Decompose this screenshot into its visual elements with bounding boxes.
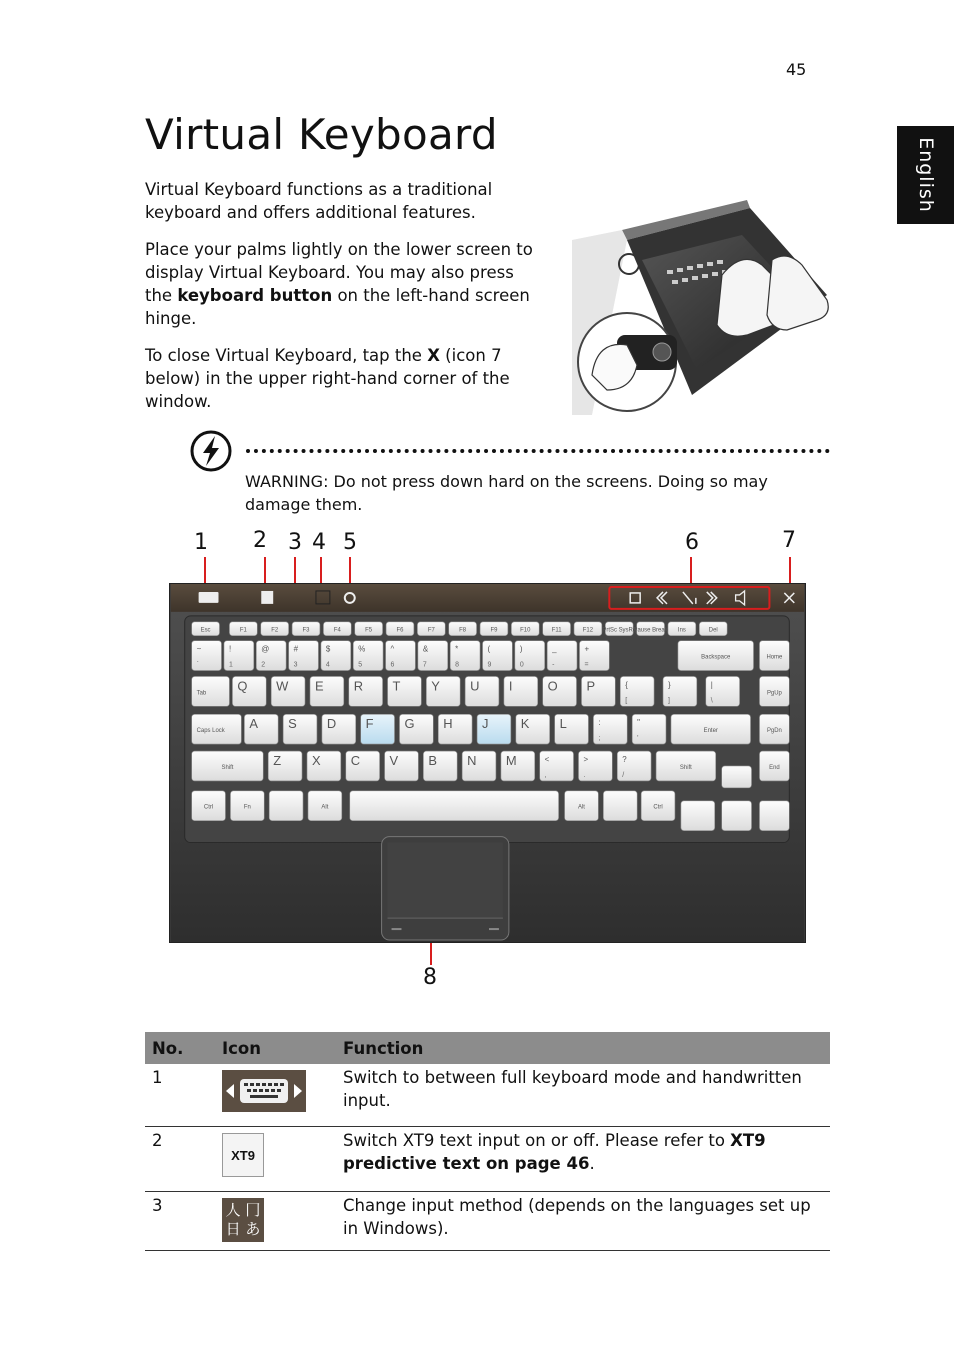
virtual-key <box>385 751 419 781</box>
virtual-key <box>353 641 383 671</box>
svg-text:9: 9 <box>487 661 492 669</box>
virtual-key <box>511 622 539 636</box>
virtual-key <box>516 714 550 744</box>
close-paragraph: To close Virtual Keyboard, tap the X (icon 7 below) in the upper right-hand corner of the window. <box>145 346 510 411</box>
svg-text:G: G <box>404 716 415 732</box>
svg-text:I: I <box>508 678 513 694</box>
virtual-key <box>540 751 574 781</box>
svg-text:Fn: Fn <box>243 804 251 811</box>
svg-text:}: } <box>667 680 671 690</box>
svg-text:Pause Break: Pause Break <box>633 627 668 634</box>
svg-text:C: C <box>350 752 361 768</box>
virtual-key <box>543 676 577 706</box>
virtual-key <box>759 676 789 706</box>
virtual-key <box>699 622 727 636</box>
virtual-key <box>232 676 266 706</box>
svg-text:(: ( <box>487 644 491 654</box>
svg-text:Backspace: Backspace <box>701 654 731 661</box>
svg-text:_: _ <box>552 644 557 654</box>
virtual-key <box>399 714 433 744</box>
virtual-key <box>759 641 789 671</box>
svg-text:F9: F9 <box>490 627 498 634</box>
row-no: 3 <box>145 1192 215 1251</box>
svg-text:F2: F2 <box>271 627 279 634</box>
table-row <box>145 1192 830 1251</box>
warning-text: WARNING: Do not press down hard on the screens. Doing so may damage them. <box>245 472 768 514</box>
svg-text:End: End <box>769 764 780 771</box>
svg-text:^: ^ <box>390 644 395 654</box>
svg-text:P: P <box>586 678 596 694</box>
svg-text:F6: F6 <box>396 627 404 634</box>
virtual-key <box>224 641 254 671</box>
callout-7: 7 <box>782 528 796 553</box>
virtual-key <box>244 714 278 744</box>
virtual-key <box>462 751 496 781</box>
virtual-key <box>438 714 472 744</box>
svg-text:E: E <box>314 678 324 694</box>
virtual-key <box>321 641 351 671</box>
callout-5: 5 <box>343 530 357 555</box>
svg-text:D: D <box>326 716 337 732</box>
svg-text:N: N <box>467 752 477 768</box>
svg-text:4: 4 <box>325 661 330 669</box>
svg-text:F5: F5 <box>365 627 373 634</box>
svg-text:6: 6 <box>390 661 395 669</box>
virtual-key <box>388 676 422 706</box>
virtual-key <box>722 801 752 831</box>
svg-text:T: T <box>392 678 401 694</box>
virtual-key <box>417 622 445 636</box>
virtual-key <box>593 714 627 744</box>
svg-text:F7: F7 <box>427 627 435 634</box>
svg-text:Tab: Tab <box>196 690 207 697</box>
svg-text:Del: Del <box>708 627 718 634</box>
virtual-key <box>386 622 414 636</box>
table-header-row <box>145 1032 830 1064</box>
xt9-reference: XT9 predictive text on page 46 <box>343 1131 766 1173</box>
svg-text:1: 1 <box>228 661 233 669</box>
row-icon-cell <box>215 1127 336 1192</box>
svg-text:X: X <box>311 752 321 768</box>
xt9-icon <box>222 1133 264 1177</box>
svg-text:J: J <box>482 716 489 732</box>
virtual-key <box>603 791 637 821</box>
svg-text:Z: Z <box>273 752 282 768</box>
svg-text:Ctrl: Ctrl <box>653 804 663 811</box>
virtual-key <box>504 676 538 706</box>
virtual-key <box>656 751 716 781</box>
svg-text:Enter: Enter <box>703 728 718 735</box>
svg-text:+: + <box>584 644 590 654</box>
table-row <box>145 1064 830 1127</box>
side-tab <box>897 126 954 224</box>
svg-text:>: > <box>583 755 589 765</box>
callout-2: 2 <box>253 528 267 553</box>
svg-text:): ) <box>519 644 523 654</box>
callout-line-6 <box>690 557 692 586</box>
svg-text:/: / <box>622 771 625 779</box>
svg-text:,: , <box>544 771 547 779</box>
svg-text:*: * <box>455 644 459 654</box>
virtual-key <box>418 641 448 671</box>
virtual-key <box>555 714 589 744</box>
svg-text:?: ? <box>622 755 627 765</box>
row-function: Change input method (depends on the languages set up in Windows). <box>336 1192 830 1251</box>
virtual-key <box>323 622 351 636</box>
virtual-key <box>192 676 230 706</box>
virtual-key <box>261 622 289 636</box>
virtual-key <box>632 714 666 744</box>
row-function: Switch to between full keyboard mode and handwritten input. <box>336 1064 830 1127</box>
virtual-key <box>192 791 226 821</box>
virtual-key <box>349 676 383 706</box>
svg-text:F4: F4 <box>333 627 341 634</box>
virtual-key <box>668 622 696 636</box>
svg-text:0: 0 <box>519 661 524 669</box>
virtual-key <box>292 622 320 636</box>
xt9-icon-label: XT9 <box>231 1148 255 1163</box>
svg-text:@: @ <box>261 644 270 654</box>
svg-text:\: \ <box>710 697 713 705</box>
virtual-key <box>483 641 513 671</box>
virtual-key <box>269 791 303 821</box>
svg-text:": " <box>637 718 640 728</box>
virtual-key <box>426 676 460 706</box>
svg-text:5: 5 <box>358 661 363 669</box>
svg-text:B: B <box>428 752 437 768</box>
input-method-icon: 人 冂 日 あ <box>222 1198 264 1242</box>
virtual-key <box>480 622 508 636</box>
virtual-key <box>289 641 319 671</box>
keyboard-icon <box>222 1070 306 1112</box>
virtual-key <box>543 622 571 636</box>
callout-4: 4 <box>312 530 326 555</box>
header-no: No. <box>145 1032 215 1064</box>
svg-text:;: ; <box>598 735 601 743</box>
virtual-key <box>565 791 599 821</box>
page-title: Virtual Keyboard <box>145 110 498 159</box>
header-function: Function <box>336 1032 830 1064</box>
svg-text:PrtSc SysRq: PrtSc SysRq <box>602 627 637 634</box>
svg-text:%: % <box>358 644 366 654</box>
svg-text:#: # <box>293 644 299 654</box>
virtual-key <box>501 751 535 781</box>
keyboard-button-term: keyboard button <box>177 286 333 305</box>
table-row <box>145 1127 830 1192</box>
virtual-key <box>322 714 356 744</box>
callout-1: 1 <box>194 530 208 555</box>
svg-text:O: O <box>547 678 558 694</box>
virtual-key <box>307 751 341 781</box>
virtual-key <box>361 714 395 744</box>
x-term: X <box>427 346 440 365</box>
svg-text:W: W <box>276 678 289 694</box>
virtual-key <box>346 751 380 781</box>
svg-text:{: { <box>625 680 628 690</box>
virtual-key <box>477 714 511 744</box>
svg-text:Ins: Ins <box>677 627 686 634</box>
virtual-key <box>663 676 697 706</box>
callout-3: 3 <box>288 530 302 555</box>
virtual-key <box>678 641 754 671</box>
svg-text:R: R <box>353 678 364 694</box>
row-icon-cell <box>215 1192 336 1251</box>
svg-text:Ctrl: Ctrl <box>203 804 214 811</box>
svg-text:=: = <box>584 661 589 669</box>
svg-text:F11: F11 <box>551 627 562 634</box>
virtual-key <box>641 791 675 821</box>
virtual-key <box>722 766 752 788</box>
svg-text:PgDn: PgDn <box>766 728 782 735</box>
virtual-key <box>579 641 609 671</box>
svg-text:K: K <box>520 716 530 732</box>
side-tab-label: English <box>914 137 937 213</box>
svg-text:F3: F3 <box>302 627 310 634</box>
svg-text:~: ~ <box>196 644 202 654</box>
svg-text:M: M <box>505 752 517 768</box>
virtual-key <box>271 676 305 706</box>
svg-text:Shift: Shift <box>221 764 234 771</box>
virtual-key <box>192 714 242 744</box>
virtual-key <box>229 622 257 636</box>
virtual-key <box>386 641 416 671</box>
laptop-illustration <box>572 200 832 415</box>
svg-text:': ' <box>637 735 639 743</box>
icon-function-table <box>145 1032 830 1251</box>
svg-text:V: V <box>389 752 399 768</box>
svg-text:Alt: Alt <box>321 804 329 811</box>
virtual-key <box>283 714 317 744</box>
virtual-key <box>515 641 545 671</box>
svg-text:A: A <box>249 716 258 732</box>
svg-text:F1: F1 <box>239 627 247 634</box>
virtual-key <box>230 791 264 821</box>
svg-text:U: U <box>470 678 480 694</box>
virtual-key <box>449 622 477 636</box>
svg-text:-: - <box>552 661 555 669</box>
virtual-key <box>450 641 480 671</box>
svg-text:|: | <box>710 680 713 690</box>
svg-text:Home: Home <box>766 654 783 661</box>
svg-text:7: 7 <box>422 661 427 669</box>
svg-text:8: 8 <box>455 661 460 669</box>
svg-text:F12: F12 <box>582 627 594 634</box>
svg-text:F8: F8 <box>459 627 467 634</box>
row-function: Switch XT9 text input on or off. Please refer to XT9 predictive text on page 46. <box>336 1127 830 1192</box>
svg-text:S: S <box>288 716 297 732</box>
virtual-key <box>355 622 383 636</box>
virtual-key <box>547 641 577 671</box>
svg-text:F: F <box>365 716 374 732</box>
svg-text:Y: Y <box>431 678 440 694</box>
virtual-keyboard-screenshot <box>169 583 806 943</box>
virtual-key <box>706 676 740 706</box>
svg-text:&: & <box>422 644 429 654</box>
header-icon: Icon <box>215 1032 336 1064</box>
svg-text:$: $ <box>325 644 331 654</box>
virtual-key <box>465 676 499 706</box>
virtual-key <box>256 641 286 671</box>
svg-text:Esc: Esc <box>200 627 211 634</box>
virtual-key <box>634 622 668 636</box>
svg-text:L: L <box>559 716 567 732</box>
svg-text:]: ] <box>667 697 670 705</box>
virtual-key <box>192 751 264 781</box>
palms-paragraph: Place your palms lightly on the lower screen to display Virtual Keyboard. You may also press the keyboard button on the left-hand screen hinge. <box>145 240 533 328</box>
callout-8: 8 <box>423 965 437 990</box>
virtual-key <box>578 751 612 781</box>
svg-text:F10: F10 <box>520 627 531 634</box>
warning-icon <box>190 430 232 472</box>
svg-text:PgUp: PgUp <box>766 690 782 697</box>
virtual-key <box>308 791 342 821</box>
svg-text:Q: Q <box>237 678 248 694</box>
row-no: 2 <box>145 1127 215 1192</box>
virtual-key <box>602 622 636 636</box>
svg-text::: : <box>598 718 601 728</box>
svg-text:2: 2 <box>261 661 266 669</box>
virtual-key <box>620 676 654 706</box>
virtual-key <box>350 791 559 821</box>
svg-text:.: . <box>583 771 586 779</box>
svg-text:<: < <box>544 755 550 765</box>
virtual-key <box>681 801 715 831</box>
virtual-key <box>574 622 602 636</box>
virtual-key <box>759 714 789 744</box>
virtual-key <box>192 622 220 636</box>
page-number: 45 <box>786 60 807 79</box>
virtual-key <box>617 751 651 781</box>
intro-paragraph: Virtual Keyboard functions as a traditional keyboard and offers additional features. <box>145 180 493 222</box>
row-no: 1 <box>145 1064 215 1127</box>
virtual-key <box>671 714 751 744</box>
svg-text:`: ` <box>196 661 199 669</box>
svg-text:3: 3 <box>293 661 298 669</box>
svg-text:Caps Lock: Caps Lock <box>196 728 225 735</box>
virtual-key <box>759 801 789 831</box>
virtual-key <box>192 641 222 671</box>
warning-divider <box>246 449 830 453</box>
svg-text:H: H <box>443 716 453 732</box>
callout-6: 6 <box>685 530 699 555</box>
virtual-key <box>423 751 457 781</box>
svg-text:Shift: Shift <box>679 764 692 771</box>
virtual-key <box>759 751 789 781</box>
svg-text:!: ! <box>228 644 232 654</box>
svg-text:[: [ <box>625 697 628 705</box>
svg-text:Alt: Alt <box>577 804 585 811</box>
virtual-key <box>581 676 615 706</box>
virtual-key <box>310 676 344 706</box>
row-icon-cell <box>215 1064 336 1127</box>
virtual-key <box>268 751 302 781</box>
